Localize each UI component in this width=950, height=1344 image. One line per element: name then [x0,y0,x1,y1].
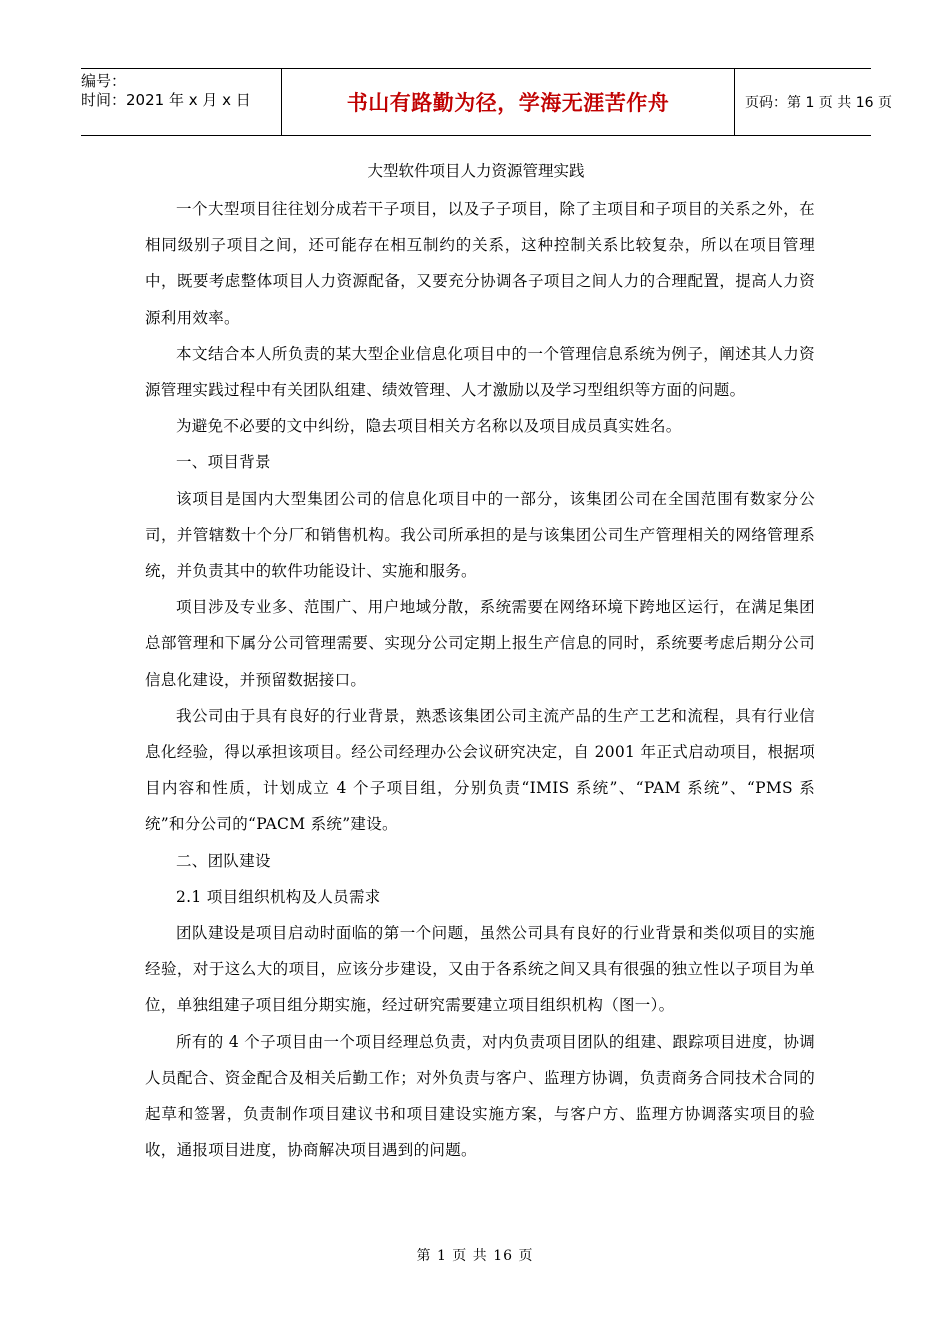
document-header [81,68,892,136]
paragraph: 为避免不必要的文中纠纷，隐去项目相关方名称以及项目成员真实姓名。 [176,417,682,436]
paragraph: 团队建设是项目启动时面临的第一个问题，虽然公司具有良好的行业背景和类似项目的实施经验，对于这么大的项目，应该分步建设，又由于各系统之间又具有很强的独立性以子项目为单位，单独组建子项目组分期实施，经过研究需要建立项目组织机构（图一）。 [145,924,815,1015]
motto-text: 书山有路勤为径，学海无涯苦作舟 [346,91,670,115]
header-meta [81,69,281,135]
subsection-heading: 2.1 项目组织机构及人员需求 [176,887,381,906]
section-heading: 二、团队建设 [176,851,271,870]
paragraph: 我公司由于具有良好的行业背景，熟悉该集团公司主流产品的生产工艺和流程，具有行业信息化经验，得以承担该项目。经公司经理办公会议研究决定，自 2001 年正式启动项目，根据项目内容和性质，计划成立 4 个子项目组，分别负责“IMIS 系统”、“PAM 系统”、“PMS 系统”和分公司的“PACM 系统”建设。 [145,706,815,834]
header-motto-cell [281,69,735,135]
page-info-text: 页码：第 1 页 共 16 页 [745,95,892,111]
date-label: 时间：2021 年 x 月 x 日 [81,91,251,109]
document-body [145,191,815,1168]
section-heading: 一、项目背景 [176,453,271,472]
paragraph: 一个大型项目往往划分成若干子项目，以及子子项目，除了主项目和子项目的关系之外，在相同级别子项目之间，还可能存在相互制约的关系，这种控制关系比较复杂，所以在项目管理中，既要考虑整体项目人力资源配备，又要充分协调各子项目之间人力的合理配置，提高人力资源利用效率。 [145,200,815,327]
document-title: 大型软件项目人力资源管理实践 [367,162,585,180]
serial-number-label: 编号： [81,72,127,90]
paragraph: 本文结合本人所负责的某大型企业信息化项目中的一个管理信息系统为例子，阐述其人力资源管理实践过程中有关团队组建、绩效管理、人才激励以及学习型组织等方面的问题。 [145,344,815,400]
header-page-info [735,69,892,135]
paragraph: 所有的 4 个子项目由一个项目经理总负责，对内负责项目团队的组建、跟踪项目进度，协调人员配合、资金配合及相关后勤工作；对外负责与客户、监理方协调，负责商务合同技术合同的起草和签署，负责制作项目建议书和项目建设实施方案，与客户方、监理方协调落实项目的验收，通报项目进度，协商解决项目遇到的问题。 [145,1032,815,1160]
page-footer: 第 1 页 共 16 页 [416,1248,534,1264]
paragraph: 该项目是国内大型集团公司的信息化项目中的一部分，该集团公司在全国范围有数家分公司，并管辖数十个分厂和销售机构。我公司所承担的是与该集团公司生产管理相关的网络管理系统，并负责其中的软件功能设计、实施和服务。 [145,489,815,581]
paragraph: 项目涉及专业多、范围广、用户地域分散，系统需要在网络环境下跨地区运行，在满足集团总部管理和下属分公司管理需要、实现分公司定期上报生产信息的同时，系统要考虑后期分公司信息化建设，并预留数据接口。 [145,598,815,689]
